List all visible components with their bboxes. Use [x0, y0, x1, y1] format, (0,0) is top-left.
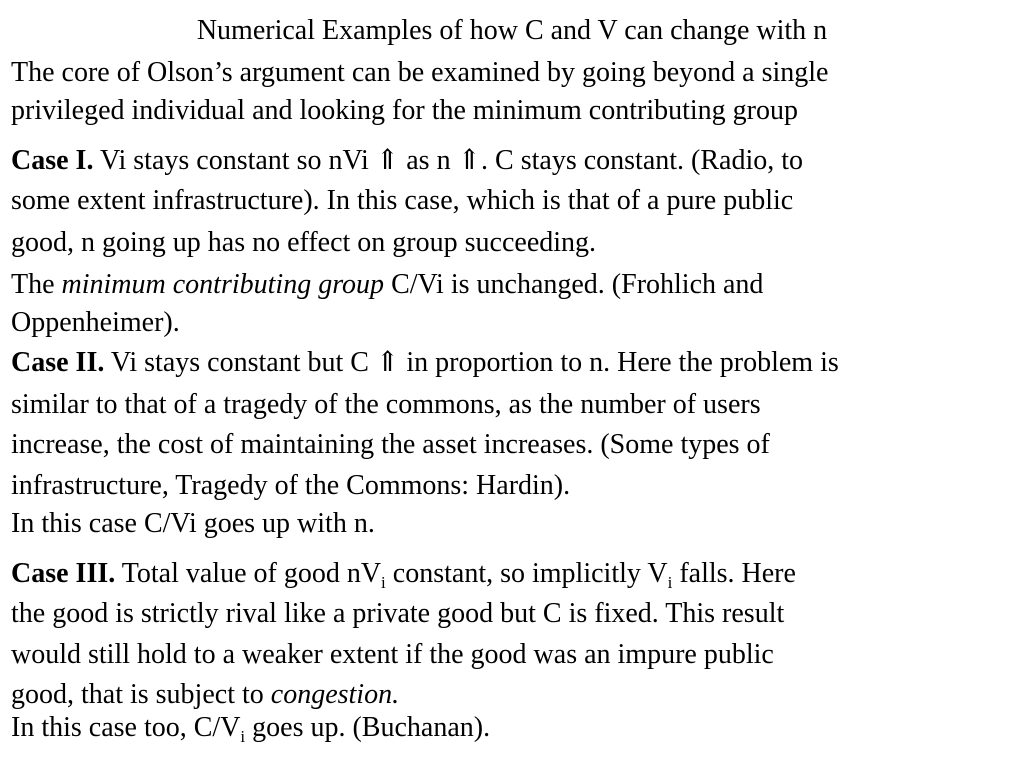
- case2-text-1: Vi stays constant but C ⇑ in proportion to n. Here the problem is: [104, 347, 839, 378]
- case3-text-1a: Total value of good nV: [115, 558, 382, 589]
- intro-line-1: The core of Olson’s argument can be examined by going beyond a single: [11, 57, 829, 88]
- case3-text-4a: good, that is subject to: [11, 679, 271, 710]
- case3-subscript-1: i: [381, 573, 386, 592]
- case2-label: Case II.: [11, 347, 105, 378]
- case2-line-4: infrastructure, Tragedy of the Commons: Hardin).: [11, 470, 571, 501]
- case1-line-1: [11, 144, 803, 178]
- case2-line-3: increase, the cost of maintaining the asset increases. (Some types of: [11, 429, 770, 460]
- case3-label: Case III.: [11, 558, 116, 589]
- case1-text-1: Vi stays constant so nVi ⇑ as n ⇑. C stays constant. (Radio, to: [93, 145, 804, 176]
- case3-text-5b: goes up. (Buchanan).: [245, 712, 491, 743]
- case3-subscript-2: i: [667, 573, 673, 592]
- case3-text-1b: constant, so implicitly V: [385, 558, 668, 589]
- case1-line-3: good, n going up has no effect on group succeeding.: [11, 227, 597, 258]
- case3-line-1: [11, 557, 796, 591]
- case3-subscript-3: i: [240, 727, 246, 746]
- case3-line-4: [11, 678, 399, 712]
- intro-line-2: privileged individual and looking for the minimum contributing group: [11, 95, 798, 126]
- case3-text-1c: falls. Here: [672, 558, 796, 589]
- case1-line-2: some extent infrastructure). In this case, which is that of a pure public: [11, 185, 794, 216]
- case1-emphasis: minimum contributing group: [61, 269, 385, 300]
- case1-text-4a: The: [11, 269, 62, 300]
- case3-line-3: would still hold to a weaker extent if the good was an impure public: [11, 639, 774, 670]
- case2-line-1: [11, 346, 839, 380]
- case2-line-5: In this case C/Vi goes up with n.: [11, 508, 375, 539]
- case3-emphasis: congestion.: [270, 679, 400, 710]
- case1-text-4b: C/Vi is unchanged. (Frohlich and: [384, 269, 764, 300]
- case1-label: Case I.: [11, 145, 94, 176]
- slide-title: Numerical Examples of how C and V can change with n: [196, 15, 828, 46]
- case1-line-5: Oppenheimer).: [11, 307, 180, 338]
- case3-line-5: [11, 711, 490, 745]
- case3-text-5a: In this case too, C/V: [11, 712, 241, 743]
- case2-line-2: similar to that of a tragedy of the commons, as the number of users: [11, 389, 761, 420]
- case3-line-2: the good is strictly rival like a private good but C is fixed. This result: [11, 598, 785, 629]
- case1-line-4: [11, 268, 763, 302]
